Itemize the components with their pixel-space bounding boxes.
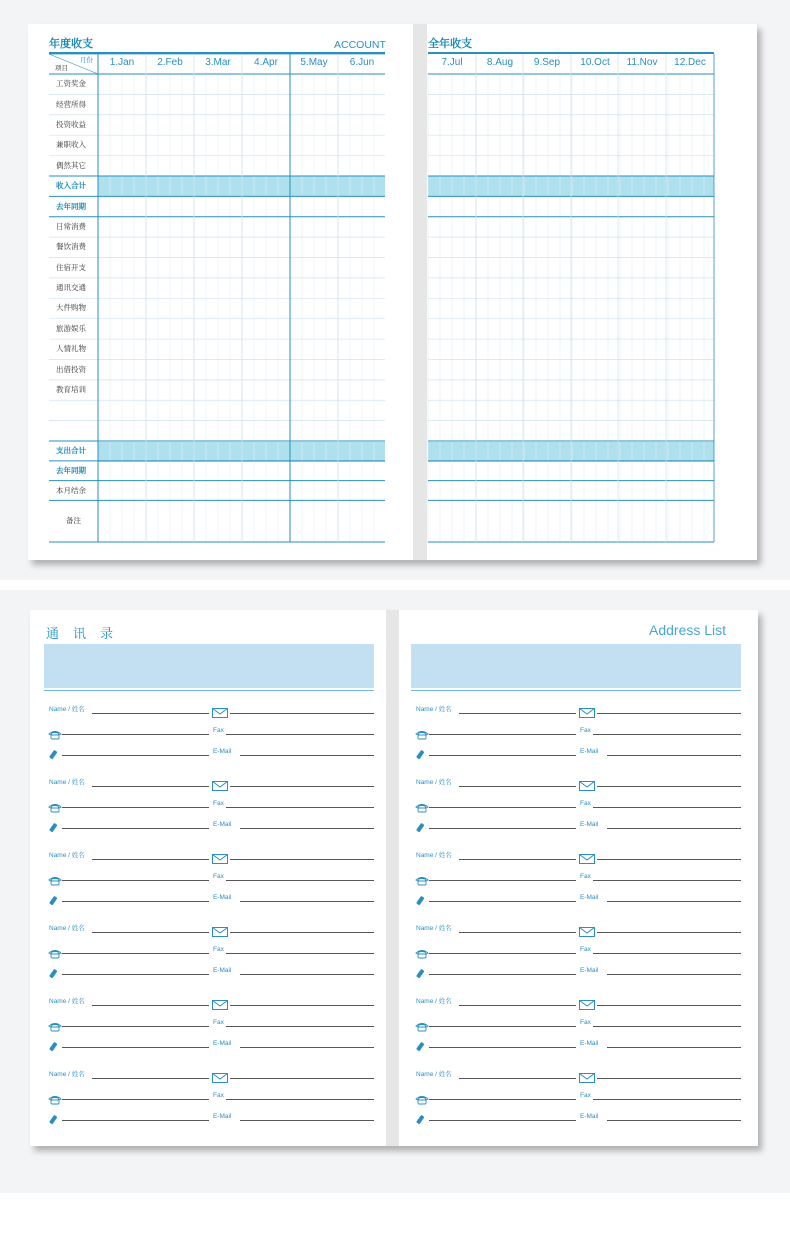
email-label: E-Mail <box>580 1040 599 1047</box>
envelope-icon <box>212 995 228 1014</box>
row-label: 人情礼物 <box>56 344 86 354</box>
ledger-right-title: 全年收支 <box>428 37 472 50</box>
envelope-icon <box>212 1068 228 1087</box>
name-field[interactable] <box>459 932 576 933</box>
month-header: 12.Dec <box>674 57 706 68</box>
mobile-field[interactable] <box>62 755 209 756</box>
phone-field[interactable] <box>429 807 576 808</box>
ledger-account-label: ACCOUNT <box>334 39 386 51</box>
address-field[interactable] <box>230 859 374 860</box>
address-field[interactable] <box>230 1005 374 1006</box>
phone-field[interactable] <box>429 1026 576 1027</box>
phone-field[interactable] <box>62 880 209 881</box>
name-label: Name / 姓名 <box>49 706 85 713</box>
email-field[interactable] <box>607 828 741 829</box>
name-label: Name / 姓名 <box>416 852 452 859</box>
name-field[interactable] <box>92 786 209 787</box>
name-label: Name / 姓名 <box>416 779 452 786</box>
fax-label: Fax <box>213 873 224 880</box>
mobile-field[interactable] <box>62 974 209 975</box>
fax-field[interactable] <box>226 953 374 954</box>
mobile-phone-icon <box>48 746 58 765</box>
fax-field[interactable] <box>226 1026 374 1027</box>
mobile-field[interactable] <box>429 755 576 756</box>
phone-field[interactable] <box>429 953 576 954</box>
row-label: 出借投资 <box>56 364 86 374</box>
name-label: Name / 姓名 <box>49 925 85 932</box>
telephone-icon <box>415 798 429 817</box>
address-rule-right <box>411 690 741 691</box>
row-label: 偶然其它 <box>56 160 86 170</box>
row-label: 教育培训 <box>56 385 86 395</box>
envelope-icon <box>579 703 595 722</box>
email-label: E-Mail <box>213 894 232 901</box>
corner-item-label: 项目 <box>55 64 68 72</box>
envelope-icon <box>579 776 595 795</box>
ledger-grid <box>28 24 757 560</box>
telephone-icon <box>48 871 62 890</box>
name-field[interactable] <box>459 859 576 860</box>
name-label: Name / 姓名 <box>416 706 452 713</box>
ledger-spread <box>28 24 757 560</box>
row-label: 日常消费 <box>56 221 86 231</box>
mobile-phone-icon <box>48 892 58 911</box>
mobile-field[interactable] <box>429 974 576 975</box>
mobile-phone-icon <box>415 965 425 984</box>
fax-label: Fax <box>580 800 591 807</box>
email-label: E-Mail <box>580 821 599 828</box>
email-label: E-Mail <box>580 967 599 974</box>
email-field[interactable] <box>240 1047 374 1048</box>
telephone-icon <box>415 944 429 963</box>
name-field[interactable] <box>92 1005 209 1006</box>
mobile-phone-icon <box>48 965 58 984</box>
fax-field[interactable] <box>593 880 741 881</box>
address-field[interactable] <box>597 1005 741 1006</box>
phone-field[interactable] <box>62 1026 209 1027</box>
envelope-icon <box>212 849 228 868</box>
mobile-phone-icon <box>415 819 425 838</box>
telephone-icon <box>415 1017 429 1036</box>
fax-label: Fax <box>213 800 224 807</box>
name-field[interactable] <box>92 932 209 933</box>
envelope-icon <box>212 776 228 795</box>
phone-field[interactable] <box>62 1099 209 1100</box>
email-field[interactable] <box>240 1120 374 1121</box>
row-label: 去年同期 <box>56 201 86 211</box>
fax-field[interactable] <box>593 1099 741 1100</box>
envelope-icon <box>579 849 595 868</box>
mobile-phone-icon <box>48 1038 58 1057</box>
mobile-field[interactable] <box>62 828 209 829</box>
email-label: E-Mail <box>580 1113 599 1120</box>
mobile-field[interactable] <box>62 901 209 902</box>
mobile-phone-icon <box>415 1038 425 1057</box>
name-field[interactable] <box>92 713 209 714</box>
email-field[interactable] <box>240 901 374 902</box>
address-rule-left <box>44 690 374 691</box>
telephone-icon <box>48 1090 62 1109</box>
email-label: E-Mail <box>213 1113 232 1120</box>
telephone-icon <box>48 798 62 817</box>
envelope-icon <box>212 703 228 722</box>
address-field[interactable] <box>597 713 741 714</box>
email-field[interactable] <box>607 1120 741 1121</box>
name-label: Name / 姓名 <box>49 852 85 859</box>
fax-label: Fax <box>213 946 224 953</box>
month-header: 7.Jul <box>441 57 463 68</box>
phone-field[interactable] <box>429 880 576 881</box>
fax-label: Fax <box>580 727 591 734</box>
phone-field[interactable] <box>62 734 209 735</box>
address-banner-right <box>411 644 741 688</box>
corner-diagonal <box>49 54 98 74</box>
row-label: 大件购物 <box>56 303 86 313</box>
mobile-phone-icon <box>48 1111 58 1130</box>
row-label: 住宿开支 <box>56 262 86 272</box>
address-field[interactable] <box>230 786 374 787</box>
telephone-icon <box>48 1017 62 1036</box>
name-label: Name / 姓名 <box>49 1071 85 1078</box>
row-label: 旅游娱乐 <box>56 323 86 333</box>
fax-label: Fax <box>213 1092 224 1099</box>
mobile-phone-icon <box>415 1111 425 1130</box>
email-label: E-Mail <box>580 894 599 901</box>
email-label: E-Mail <box>213 821 232 828</box>
fax-field[interactable] <box>226 880 374 881</box>
fax-label: Fax <box>580 1019 591 1026</box>
telephone-icon <box>48 944 62 963</box>
fax-field[interactable] <box>593 1026 741 1027</box>
name-label: Name / 姓名 <box>416 1071 452 1078</box>
envelope-icon <box>212 922 228 941</box>
row-label: 工资奖金 <box>56 79 86 89</box>
name-label: Name / 姓名 <box>416 925 452 932</box>
email-label: E-Mail <box>213 748 232 755</box>
phone-field[interactable] <box>62 953 209 954</box>
name-field[interactable] <box>459 1078 576 1079</box>
mobile-field[interactable] <box>429 828 576 829</box>
name-field[interactable] <box>459 713 576 714</box>
email-label: E-Mail <box>213 967 232 974</box>
address-field[interactable] <box>230 713 374 714</box>
month-header: 1.Jan <box>109 57 135 68</box>
month-header: 10.Oct <box>580 57 610 68</box>
fax-label: Fax <box>213 1019 224 1026</box>
phone-field[interactable] <box>62 807 209 808</box>
email-label: E-Mail <box>213 1040 232 1047</box>
fax-label: Fax <box>580 873 591 880</box>
month-header: 4.Apr <box>254 57 278 68</box>
row-label: 收入合计 <box>56 181 86 191</box>
email-field[interactable] <box>240 974 374 975</box>
fax-label: Fax <box>213 727 224 734</box>
address-field[interactable] <box>230 932 374 933</box>
mobile-field[interactable] <box>429 1120 576 1121</box>
row-label: 去年同期 <box>56 465 86 475</box>
row-label: 投资收益 <box>56 119 86 129</box>
email-field[interactable] <box>240 755 374 756</box>
envelope-icon <box>579 995 595 1014</box>
address-field[interactable] <box>230 1078 374 1079</box>
name-field[interactable] <box>92 1078 209 1079</box>
fax-label: Fax <box>580 1092 591 1099</box>
envelope-icon <box>579 922 595 941</box>
name-label: Name / 姓名 <box>416 998 452 1005</box>
name-field[interactable] <box>459 1005 576 1006</box>
address-field[interactable] <box>597 1078 741 1079</box>
fax-field[interactable] <box>226 734 374 735</box>
mobile-phone-icon <box>48 819 58 838</box>
row-label: 支出合计 <box>56 445 86 455</box>
ledger-left-title: 年度收支 <box>49 37 93 50</box>
month-header: 9.Sep <box>533 57 561 68</box>
mobile-field[interactable] <box>62 1047 209 1048</box>
fax-field[interactable] <box>593 953 741 954</box>
row-label: 本月结余 <box>56 485 86 495</box>
address-banner-left <box>44 644 374 688</box>
month-header: 3.Mar <box>205 57 231 68</box>
email-field[interactable] <box>240 828 374 829</box>
address-spine <box>386 610 399 1146</box>
address-title-cn: 通讯录 <box>46 627 128 642</box>
row-label: 备注 <box>66 516 81 526</box>
mobile-field[interactable] <box>62 1120 209 1121</box>
address-title-en: Address List <box>649 622 727 638</box>
corner-month-label: 月份 <box>80 56 93 64</box>
fax-field[interactable] <box>593 734 741 735</box>
fax-label: Fax <box>580 946 591 953</box>
month-header: 5.May <box>300 57 328 68</box>
month-header: 11.Nov <box>626 57 658 68</box>
email-field[interactable] <box>607 1047 741 1048</box>
address-field[interactable] <box>597 786 741 787</box>
name-field[interactable] <box>459 786 576 787</box>
row-label: 经营所得 <box>56 99 86 109</box>
row-label: 兼职收入 <box>56 140 86 150</box>
fax-field[interactable] <box>226 807 374 808</box>
address-field[interactable] <box>597 932 741 933</box>
fax-field[interactable] <box>226 1099 374 1100</box>
row-label: 餐饮消费 <box>56 242 86 252</box>
month-header: 2.Feb <box>157 57 183 68</box>
name-label: Name / 姓名 <box>49 779 85 786</box>
telephone-icon <box>415 1090 429 1109</box>
email-field[interactable] <box>607 901 741 902</box>
fax-field[interactable] <box>593 807 741 808</box>
email-label: E-Mail <box>580 748 599 755</box>
email-field[interactable] <box>607 974 741 975</box>
telephone-icon <box>415 725 429 744</box>
email-field[interactable] <box>607 755 741 756</box>
mobile-phone-icon <box>415 892 425 911</box>
telephone-icon <box>48 725 62 744</box>
mobile-phone-icon <box>415 746 425 765</box>
address-spread <box>30 610 758 1146</box>
row-label: 通讯交通 <box>56 283 86 293</box>
mobile-field[interactable] <box>429 1047 576 1048</box>
phone-field[interactable] <box>429 734 576 735</box>
envelope-icon <box>579 1068 595 1087</box>
month-header: 8.Aug <box>486 57 514 68</box>
month-header: 6.Jun <box>349 57 375 68</box>
name-field[interactable] <box>92 859 209 860</box>
telephone-icon <box>415 871 429 890</box>
mobile-field[interactable] <box>429 901 576 902</box>
phone-field[interactable] <box>429 1099 576 1100</box>
name-label: Name / 姓名 <box>49 998 85 1005</box>
address-field[interactable] <box>597 859 741 860</box>
